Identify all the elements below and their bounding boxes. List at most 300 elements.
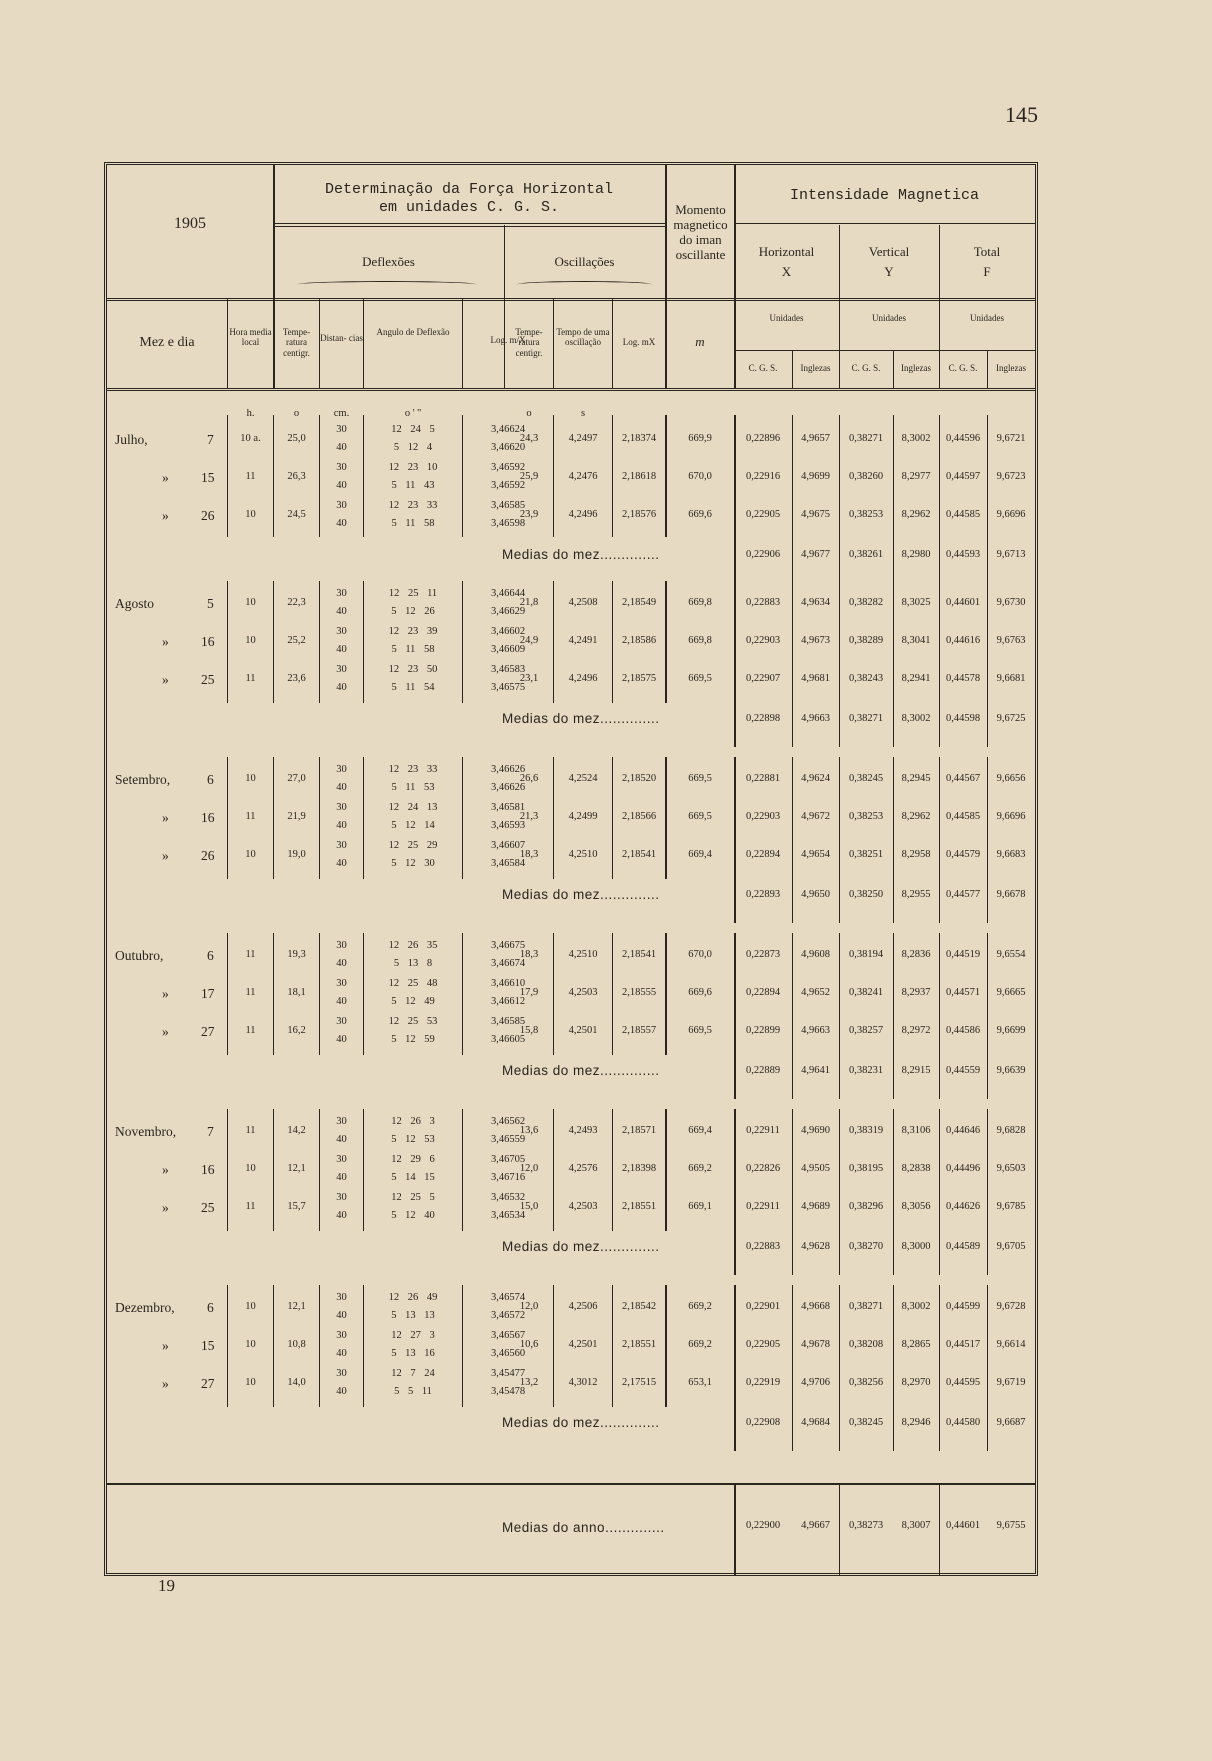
cell-t2: 17,9: [519, 987, 539, 998]
cell-log-2: 3,46560: [490, 1348, 526, 1359]
monthly-mean-fi: 9,6687: [996, 1417, 1026, 1428]
cell-log-1: 3,46583: [490, 664, 526, 675]
cell-angle-1: 12 24 5: [391, 424, 435, 435]
cell-xi: 4,9689: [801, 1201, 830, 1212]
cell-dist-1: 30: [336, 802, 347, 813]
row-month: Outubro,: [115, 948, 164, 963]
cell-yi: 8,2865: [901, 1339, 931, 1350]
cell-tempo: 4,2508: [568, 597, 598, 608]
oscillacoes-label: Oscillações: [554, 254, 615, 269]
cell-fc: 0,44496: [945, 1163, 981, 1174]
cell-fi: 9,6681: [996, 673, 1026, 684]
cell-yc: 0,38253: [848, 509, 884, 520]
annual-fc: 0,44601: [945, 1520, 981, 1531]
row-day: 25: [201, 672, 215, 687]
cell-angle-2: 5 13 13: [391, 1310, 435, 1321]
cell-log-1: 3,46610: [490, 978, 526, 989]
row-day: 7: [207, 432, 214, 447]
cell-log-1: 3,46585: [490, 1016, 526, 1027]
cell-xi: 4,9706: [801, 1377, 830, 1388]
row-month: »: [162, 1024, 169, 1039]
cell-m: 669,5: [688, 673, 712, 684]
col-rule: [363, 298, 364, 388]
cgs-f: C. G. S.: [948, 363, 978, 373]
unit-temp: o: [293, 408, 300, 419]
cell-fi: 9,6763: [996, 635, 1026, 646]
cell-tempo: 4,2510: [568, 849, 598, 860]
cell-yc: 0,38296: [848, 1201, 884, 1212]
monthly-mean-fc: 0,44593: [945, 549, 981, 560]
distancias-label: Distan- cias: [320, 333, 363, 343]
cell-xi: 4,9624: [801, 773, 830, 784]
cell-xc: 0,22894: [745, 987, 781, 998]
cell-tempo: 4,2476: [568, 471, 598, 482]
annual-xi: 4,9667: [801, 1520, 830, 1531]
total-symbol: F: [983, 264, 991, 279]
monthly-mean-yc: 0,38271: [848, 713, 884, 724]
cell-yc: 0,38289: [848, 635, 884, 646]
monthly-mean-xi: 4,9650: [801, 889, 830, 900]
cell-yi: 8,2836: [901, 949, 931, 960]
cell-dist-1: 30: [336, 978, 347, 989]
monthly-mean-yc: 0,38250: [848, 889, 884, 900]
cell-m: 669,9: [688, 433, 712, 444]
cell-xi: 4,9668: [801, 1301, 830, 1312]
cell-log-1: 3,46567: [490, 1330, 526, 1341]
unit-dist: cm.: [333, 408, 350, 419]
monthly-mean-xc: 0,22908: [745, 1417, 781, 1428]
cell-yc: 0,38241: [848, 987, 884, 998]
cell-dist-1: 30: [336, 462, 347, 473]
cell-dist-1: 30: [336, 1154, 347, 1165]
deflexoes-label: Deflexões: [362, 254, 415, 269]
cell-m: 669,8: [688, 597, 712, 608]
annual-xc: 0,22900: [745, 1520, 781, 1531]
monthly-mean-label: Medias do mez..............: [502, 1415, 660, 1430]
cell-fc: 0,44616: [945, 635, 981, 646]
cell-log-1: 3,46592: [490, 462, 526, 473]
cell-angle-1: 12 23 50: [388, 664, 438, 675]
cell-yi: 8,2958: [901, 849, 931, 860]
cell-angle-2: 5 12 26: [391, 606, 435, 617]
cell-hora: 11: [245, 673, 256, 684]
annual-rule: [107, 1483, 1035, 1485]
cell-log-2: 3,46629: [490, 606, 526, 617]
cell-hora: 11: [245, 1201, 256, 1212]
monthly-mean-yi: 8,3002: [901, 713, 931, 724]
cell-hora: 10: [245, 635, 256, 646]
cell-logmx: 2,18571: [621, 1125, 657, 1136]
cell-log-2: 3,46559: [490, 1134, 526, 1145]
monthly-mean-yc: 0,38261: [848, 549, 884, 560]
monthly-mean-yc: 0,38245: [848, 1417, 884, 1428]
cell-angle-1: 12 25 53: [388, 1016, 438, 1027]
cell-hora: 11: [245, 987, 256, 998]
cell-tempo: 4,2497: [568, 433, 598, 444]
cell-temp: 19,0: [287, 849, 306, 860]
cell-dist-2: 40: [336, 996, 347, 1007]
cell-temp: 25,0: [287, 433, 306, 444]
cell-temp: 25,2: [287, 635, 306, 646]
cell-angle-1: 12 23 39: [388, 626, 438, 637]
cell-tempo: 4,2503: [568, 1201, 598, 1212]
monthly-mean-xc: 0,22889: [745, 1065, 781, 1076]
cell-angle-1: 12 29 6: [391, 1154, 435, 1165]
cell-dist-2: 40: [336, 1310, 347, 1321]
cell-fc: 0,44601: [945, 597, 981, 608]
cell-dist-1: 30: [336, 1292, 347, 1303]
cell-log-1: 3,46581: [490, 802, 526, 813]
annual-label: Medias do anno..............: [502, 1520, 665, 1535]
cell-t2: 24,9: [519, 635, 539, 646]
cell-log-1: 3,46602: [490, 626, 526, 637]
cell-fc: 0,44567: [945, 773, 981, 784]
cell-log-2: 3,46716: [490, 1172, 526, 1183]
cell-t2: 18,3: [519, 949, 539, 960]
cell-logmx: 2,18374: [621, 433, 657, 444]
row-month: »: [162, 672, 169, 687]
cell-log-2: 3,45478: [490, 1386, 526, 1397]
monthly-mean-xi: 4,9641: [801, 1065, 830, 1076]
monthly-mean-xi: 4,9663: [801, 713, 830, 724]
cell-hora: 11: [245, 1025, 256, 1036]
unit-tempo: s: [580, 408, 586, 419]
cell-tempo: 4,2491: [568, 635, 598, 646]
cell-tempo: 4,2496: [568, 509, 598, 520]
cell-yi: 8,3025: [901, 597, 931, 608]
cell-hora: 10: [245, 509, 256, 520]
cell-logmx: 2,18575: [621, 673, 657, 684]
cell-dist-1: 30: [336, 588, 347, 599]
cell-t2: 15,0: [519, 1201, 539, 1212]
cell-fc: 0,44585: [945, 509, 981, 520]
cell-xc: 0,22916: [745, 471, 781, 482]
cell-fi: 9,6785: [996, 1201, 1026, 1212]
cell-temp: 27,0: [287, 773, 306, 784]
cell-fc: 0,44585: [945, 811, 981, 822]
cell-dist-2: 40: [336, 442, 347, 453]
cell-xc: 0,22905: [745, 1339, 781, 1350]
cell-yc: 0,38282: [848, 597, 884, 608]
cell-log-2: 3,46626: [490, 782, 526, 793]
annual-fi: 9,6755: [996, 1520, 1026, 1531]
cell-yc: 0,38243: [848, 673, 884, 684]
monthly-mean-label: Medias do mez..............: [502, 711, 660, 726]
temp2-label: Tempe- ratura centigr.: [515, 327, 543, 358]
unidades-f: Unidades: [970, 313, 1004, 323]
monthly-mean-xc: 0,22898: [745, 713, 781, 724]
cell-dist-1: 30: [336, 664, 347, 675]
row-day: 6: [207, 772, 214, 787]
cell-xi: 4,9663: [801, 1025, 830, 1036]
cell-fc: 0,44571: [945, 987, 981, 998]
cell-log-2: 3,46575: [490, 682, 526, 693]
row-month: Novembro,: [115, 1124, 177, 1139]
row-month: »: [162, 470, 169, 485]
cell-xc: 0,22826: [745, 1163, 781, 1174]
cell-dist-2: 40: [336, 682, 347, 693]
cell-yc: 0,38260: [848, 471, 884, 482]
cell-log-2: 3,46612: [490, 996, 526, 1007]
cell-yc: 0,38257: [848, 1025, 884, 1036]
cell-tempo: 4,2503: [568, 987, 598, 998]
monthly-mean-fc: 0,44559: [945, 1065, 981, 1076]
horizontal-symbol: X: [781, 264, 792, 279]
cell-angle-2: 5 11 53: [391, 782, 435, 793]
cell-hora: 10: [245, 597, 256, 608]
cell-dist-2: 40: [336, 1134, 347, 1145]
cell-t2: 25,9: [519, 471, 539, 482]
cell-fc: 0,44519: [945, 949, 981, 960]
monthly-mean-yi: 8,2980: [901, 549, 931, 560]
m-label: m: [695, 334, 705, 349]
cell-angle-1: 12 25 5: [391, 1192, 435, 1203]
cell-angle-2: 5 11 58: [391, 518, 435, 529]
row-month: »: [162, 1338, 169, 1353]
cell-yc: 0,38251: [848, 849, 884, 860]
cell-hora: 10 a.: [240, 433, 261, 444]
cell-tempo: 4,2506: [568, 1301, 598, 1312]
cell-dist-2: 40: [336, 820, 347, 831]
cell-temp: 12,1: [287, 1301, 306, 1312]
col-rule: [939, 1483, 940, 1576]
cell-fc: 0,44596: [945, 433, 981, 444]
cell-m: 669,4: [688, 1125, 712, 1136]
cell-logmx: 2,18576: [621, 509, 657, 520]
angulo-label: Angulo de Deflexão: [376, 327, 450, 337]
cell-angle-1: 12 27 3: [391, 1330, 435, 1341]
cell-yc: 0,38195: [848, 1163, 884, 1174]
row-month: Agosto: [115, 596, 155, 611]
cell-tempo: 4,2510: [568, 949, 598, 960]
cell-fi: 9,6728: [996, 1301, 1026, 1312]
unidades-y: Unidades: [872, 313, 906, 323]
cell-log-1: 3,46644: [490, 588, 526, 599]
cell-xi: 4,9673: [801, 635, 830, 646]
cell-m: 669,6: [688, 509, 712, 520]
cell-t2: 15,8: [519, 1025, 539, 1036]
cell-angle-1: 12 26 49: [388, 1292, 438, 1303]
cell-log-2: 3,46534: [490, 1210, 526, 1221]
cell-log-2: 3,46598: [490, 518, 526, 529]
unidades-x: Unidades: [769, 313, 804, 323]
cell-yi: 8,2941: [901, 673, 931, 684]
oscillacoes-brace: [517, 281, 652, 288]
cell-hora: 10: [245, 1377, 256, 1388]
cell-dist-2: 40: [336, 480, 347, 491]
cell-log-2: 3,46593: [490, 820, 526, 831]
cell-m: 669,5: [688, 1025, 712, 1036]
inglezas-f: Inglezas: [996, 363, 1026, 373]
cell-xc: 0,22919: [745, 1377, 781, 1388]
intensidade-title: Intensidade Magnetica: [789, 187, 980, 204]
cell-m: 669,2: [688, 1163, 712, 1174]
cell-dist-2: 40: [336, 1172, 347, 1183]
cell-fi: 9,6696: [996, 811, 1026, 822]
cell-logmx: 2,18586: [621, 635, 657, 646]
cell-m: 670,0: [688, 471, 712, 482]
cell-xc: 0,22905: [745, 509, 781, 520]
cell-angle-2: 5 12 30: [391, 858, 435, 869]
cell-xi: 4,9699: [801, 471, 830, 482]
log-mX-label: Log. mX: [622, 337, 656, 347]
monthly-mean-fi: 9,6639: [996, 1065, 1026, 1076]
cell-yi: 8,3002: [901, 1301, 931, 1312]
cell-fi: 9,6683: [996, 849, 1026, 860]
cell-m: 669,6: [688, 987, 712, 998]
row-day: 16: [201, 1162, 215, 1177]
cell-dist-1: 30: [336, 1368, 347, 1379]
cell-yi: 8,2937: [901, 987, 931, 998]
monthly-mean-label: Medias do mez..............: [502, 887, 660, 902]
cell-fc: 0,44578: [945, 673, 981, 684]
cell-dist-2: 40: [336, 1348, 347, 1359]
inglezas-y: Inglezas: [901, 363, 931, 373]
row-day: 26: [201, 848, 215, 863]
cell-angle-2: 5 12 14: [391, 820, 435, 831]
cell-fi: 9,6665: [996, 987, 1026, 998]
cell-logmx: 2,18541: [621, 849, 657, 860]
cell-t2: 12,0: [519, 1163, 539, 1174]
cell-temp: 12,1: [287, 1163, 306, 1174]
cell-temp: 10,8: [287, 1339, 306, 1350]
cell-fc: 0,44646: [945, 1125, 981, 1136]
monthly-mean-fi: 9,6705: [996, 1241, 1026, 1252]
cell-dist-2: 40: [336, 782, 347, 793]
monthly-mean-xi: 4,9677: [801, 549, 830, 560]
cell-m: 669,2: [688, 1301, 712, 1312]
cell-xi: 4,9505: [801, 1163, 830, 1174]
row-day: 17: [201, 986, 215, 1001]
header-rule: [107, 298, 1035, 301]
unit-ang: o ' '': [404, 408, 422, 419]
cell-angle-1: 12 26 3: [391, 1116, 435, 1127]
cell-dist-1: 30: [336, 1192, 347, 1203]
cell-angle-2: 5 12 59: [391, 1034, 435, 1045]
cell-t2: 18,3: [519, 849, 539, 860]
cell-logmx: 2,18618: [621, 471, 657, 482]
row-month: Dezembro,: [115, 1300, 175, 1315]
cell-temp: 19,3: [287, 949, 306, 960]
monthly-mean-yc: 0,38231: [848, 1065, 884, 1076]
inglezas-x: Inglezas: [800, 363, 831, 373]
cell-xc: 0,22873: [745, 949, 781, 960]
cell-temp: 22,3: [287, 597, 306, 608]
cell-temp: 23,6: [287, 673, 306, 684]
cell-temp: 21,9: [287, 811, 306, 822]
row-month: Setembro,: [115, 772, 171, 787]
cell-yi: 8,3056: [901, 1201, 931, 1212]
vertical-label: Vertical: [868, 244, 910, 259]
cell-yc: 0,38256: [848, 1377, 884, 1388]
deflexoes-brace: [297, 281, 477, 288]
signature-number: 19: [158, 1576, 175, 1595]
col-rule: [839, 1483, 840, 1576]
vertical-symbol: Y: [884, 264, 894, 279]
cell-fc: 0,44626: [945, 1201, 981, 1212]
cell-angle-1: 12 23 33: [388, 764, 438, 775]
cell-fi: 9,6723: [996, 471, 1026, 482]
cell-m: 670,0: [688, 949, 712, 960]
cell-m: 669,2: [688, 1339, 712, 1350]
row-day: 6: [207, 948, 214, 963]
row-month: Julho,: [115, 432, 148, 447]
cell-m: 653,1: [688, 1377, 712, 1388]
annual-yi: 8,3007: [901, 1520, 931, 1531]
cell-log-1: 3,46585: [490, 500, 526, 511]
cell-log-1: 3,46574: [490, 1292, 526, 1303]
row-month: »: [162, 508, 169, 523]
row-month: »: [162, 986, 169, 1001]
cell-t2: 13,2: [519, 1377, 539, 1388]
row-day: 16: [201, 810, 215, 825]
cell-xc: 0,22907: [745, 673, 781, 684]
cell-log-2: 3,46572: [490, 1310, 526, 1321]
cell-dist-2: 40: [336, 958, 347, 969]
row-month: »: [162, 634, 169, 649]
cell-yc: 0,38319: [848, 1125, 884, 1136]
monthly-mean-yi: 8,3000: [901, 1241, 931, 1252]
monthly-mean-yi: 8,2955: [901, 889, 931, 900]
cell-xc: 0,22901: [745, 1301, 781, 1312]
cell-xc: 0,22883: [745, 597, 781, 608]
cell-xc: 0,22894: [745, 849, 781, 860]
cell-yi: 8,2977: [901, 471, 931, 482]
row-day: 15: [201, 470, 215, 485]
cell-dist-1: 30: [336, 424, 347, 435]
cell-angle-2: 5 13 16: [391, 1348, 435, 1359]
hora-label: Hora media local: [229, 327, 272, 348]
cell-logmx: 2,18551: [621, 1339, 657, 1350]
cell-logmx: 2,18551: [621, 1201, 657, 1212]
cell-dist-2: 40: [336, 644, 347, 655]
cell-angle-2: 5 12 53: [391, 1134, 435, 1145]
cell-angle-2: 5 12 49: [391, 996, 435, 1007]
cell-fc: 0,44599: [945, 1301, 981, 1312]
cell-hora: 11: [245, 811, 256, 822]
magnetic-intensity-table: [104, 162, 1038, 1576]
cell-log-1: 3,46705: [490, 1154, 526, 1165]
annual-yc: 0,38273: [848, 1520, 884, 1531]
cell-logmx: 2,18566: [621, 811, 657, 822]
page-number: 145: [1005, 102, 1038, 127]
row-month: »: [162, 848, 169, 863]
monthly-mean-fc: 0,44598: [945, 713, 981, 724]
temp-label: Tempe- ratura centigr.: [282, 327, 311, 358]
momento-label: Momento magnetico do iman oscillante: [673, 202, 728, 262]
cell-hora: 11: [245, 949, 256, 960]
cell-fi: 9,6614: [996, 1339, 1026, 1350]
cell-t2: 26,6: [519, 773, 539, 784]
cell-dist-2: 40: [336, 1210, 347, 1221]
cell-tempo: 4,2501: [568, 1339, 598, 1350]
cell-dist-1: 30: [336, 1116, 347, 1127]
unit-temp2: o: [526, 408, 532, 419]
subheader-rule: [107, 388, 1035, 391]
cell-xc: 0,22911: [746, 1201, 780, 1212]
cell-tempo: 4,2499: [568, 811, 598, 822]
cell-log-2: 3,46584: [490, 858, 526, 869]
cell-hora: 10: [245, 1301, 256, 1312]
monthly-mean-xc: 0,22906: [745, 549, 781, 560]
row-day: 16: [201, 634, 215, 649]
cell-yc: 0,38271: [848, 1301, 884, 1312]
tempo-label: Tempo de uma oscillação: [556, 327, 610, 348]
cell-m: 669,4: [688, 849, 712, 860]
cell-fi: 9,6554: [996, 949, 1026, 960]
cell-xc: 0,22896: [745, 433, 781, 444]
cell-angle-1: 12 25 11: [388, 588, 438, 599]
